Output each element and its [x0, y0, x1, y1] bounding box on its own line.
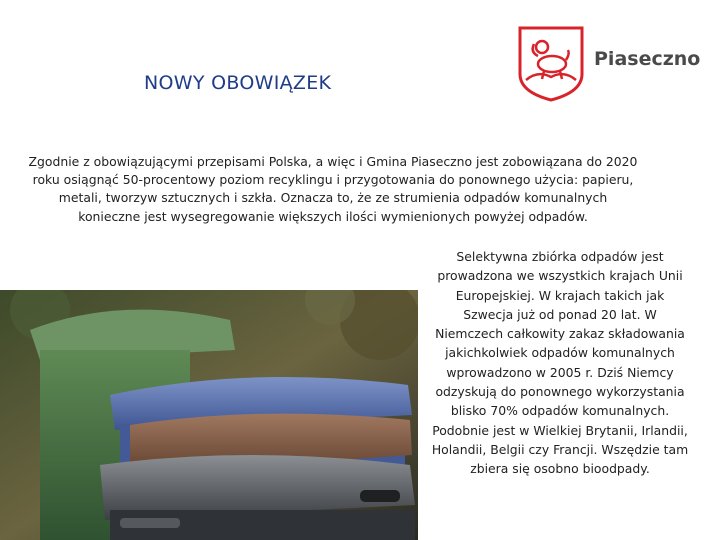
waste-bins-photo — [0, 290, 418, 540]
logo-wordmark: Piaseczno — [594, 48, 701, 70]
piaseczno-logo — [512, 22, 702, 102]
side-paragraph: Selektywna zbiórka odpadów jest prowadzona we wszystkich krajach Unii Europejskiej. W krajach takich jak Szwecja już od ponad 20 lat. W Niemczech całkowity zakaz składowania jakichkolwiek odpadów komunalnych wprowadzono w 2005 r. Dziś Niemcy odzyskują do ponownego wykorzystania blisko 70% odpadów komunalnych. Podobnie jest w Wielkiej Brytanii, Irlandii, Holandii, Belgii czy Francji. Wszędzie tam zbiera się osobno bioodpady. — [431, 249, 689, 477]
intro-paragraph: Zgodnie z obowiązującymi przepisami Polska, a więc i Gmina Piaseczno jest zobowiązana do 2020 roku osiągnąć 50-procentowy poziom recyklingu i przygotowania do ponownego użycia: papieru, metali, tworzyw sztucznych i szkła. Oznacza to, że ze strumienia odpadów komunalnych konieczne jest wysegregowanie większych ilości wymienionych powyżej odpadów. — [28, 154, 638, 224]
page-title: NOWY OBOWIĄZEK — [144, 72, 332, 94]
waste-bins-illustration — [0, 290, 418, 540]
ram-crest-icon — [512, 22, 592, 102]
